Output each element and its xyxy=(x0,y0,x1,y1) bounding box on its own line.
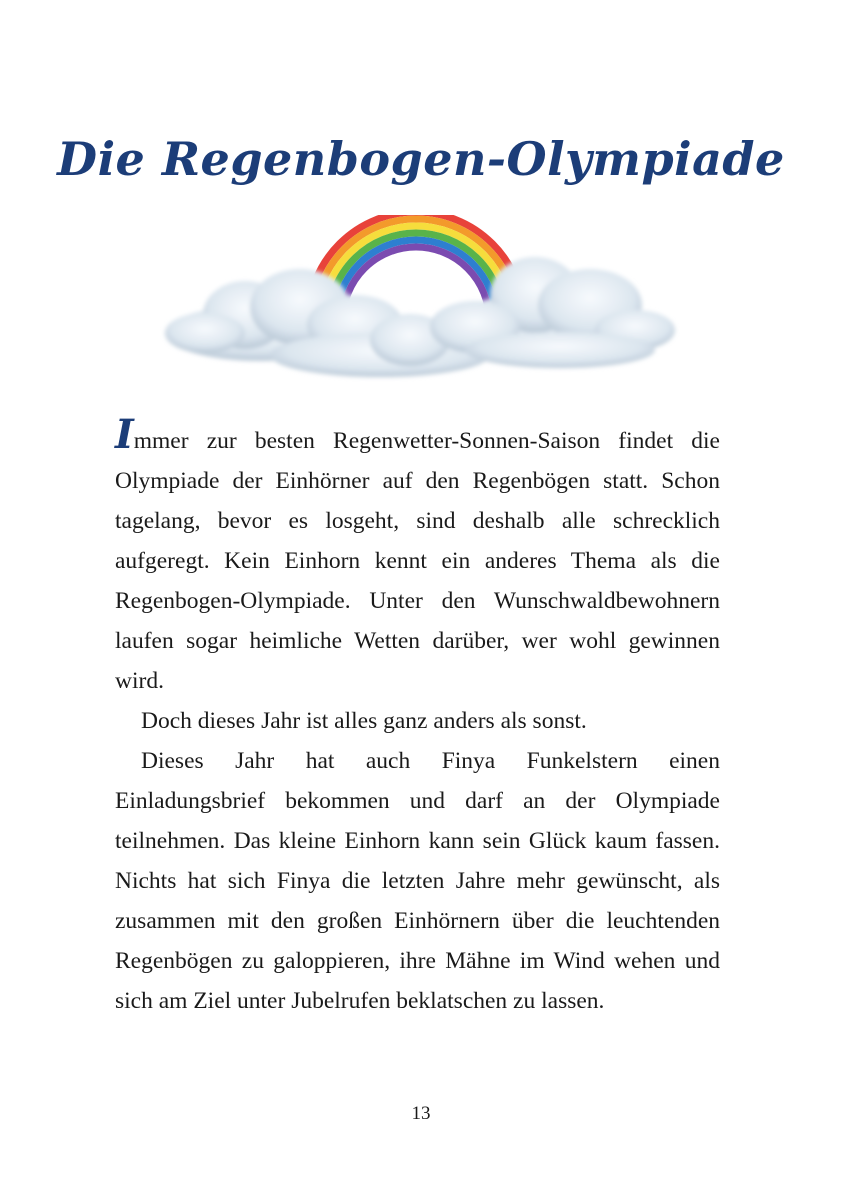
chapter-title: Die Regenbogen-Olympiade xyxy=(57,132,785,186)
rainbow-over-clouds-icon xyxy=(150,215,690,390)
body-text xyxy=(115,411,720,1021)
page-number: 13 xyxy=(411,1103,431,1124)
drop-cap: I xyxy=(115,411,134,458)
paragraph-3: Dieses Jahr hat auch Finya Funkelstern einen Einladungsbrief bekommen und darf an der Olympiade teilnehmen. Das kleine Einhorn kann sein Glück kaum fassen. Nichts hat sich Finya die letzten Jahre mehr gewünscht, als zusammen mit den großen Einhörnern über die leuchtenden Regenbögen zu galoppieren, ihre Mähne im Wind wehen und sich am Ziel unter Jubelrufen beklatschen zu lassen. xyxy=(115,748,720,1014)
paragraph-1: Immer zur besten Regenwetter-Sonnen-Saison findet die Olympiade der Einhörner auf den Regenbögen statt. Schon tagelang, bevor es losgeht, sind deshalb alle schrecklich aufgeregt. Kein Einhorn kennt ein anderes Thema als die Regenbogen-Olympiade. Unter den Wunschwaldbewohnern laufen sogar heimliche Wetten darüber, wer wohl gewinnen wird. xyxy=(115,411,720,694)
paragraph-2: Doch dieses Jahr ist alles ganz anders als sonst. xyxy=(141,708,587,734)
